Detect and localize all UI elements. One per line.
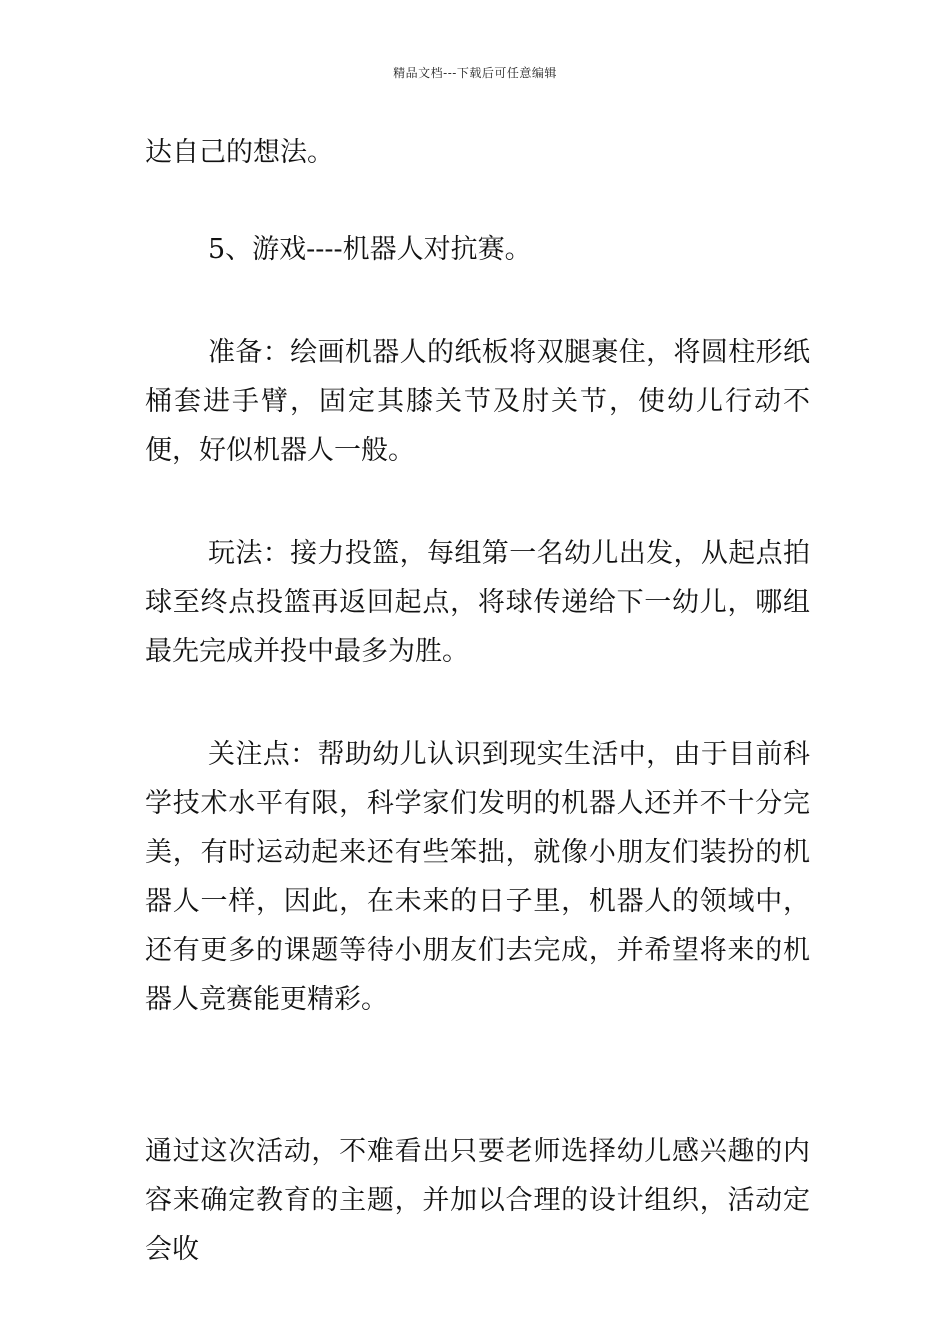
paragraph-continuation: 达自己的想法。 [145,137,334,168]
document-body [145,128,810,1274]
paragraph-game-title: 5、游戏----机器人对抗赛。 [208,234,532,265]
page-header: 精品文档---下载后可任意编辑 [393,66,557,80]
paragraph-preparation: 准备：绘画机器人的纸板将双腿裹住，将圆柱形纸桶套进手臂，固定其膝关节及肘关节，使幼儿行动不便，好似机器人一般。 [145,337,810,466]
paragraph-focus-points: 关注点：帮助幼儿认识到现实生活中，由于目前科学技术水平有限，科学家们发明的机器人还并不十分完美，有时运动起来还有些笨拙，就像小朋友们装扮的机器人一样，因此，在未来的日子里，机器人的领域中，还有更多的课题等待小朋友们去完成，并希望将来的机器人竞赛能更精彩。 [145,739,810,1015]
paragraph-gameplay: 玩法：接力投篮，每组第一名幼儿出发，从起点拍球至终点投篮再返回起点，将球传递给下一幼儿，哪组最先完成并投中最多为胜。 [145,538,810,667]
paragraph-conclusion: 通过这次活动，不难看出只要老师选择幼儿感兴趣的内容来确定教育的主题，并加以合理的设计组织，活动定会收 [145,1136,810,1265]
